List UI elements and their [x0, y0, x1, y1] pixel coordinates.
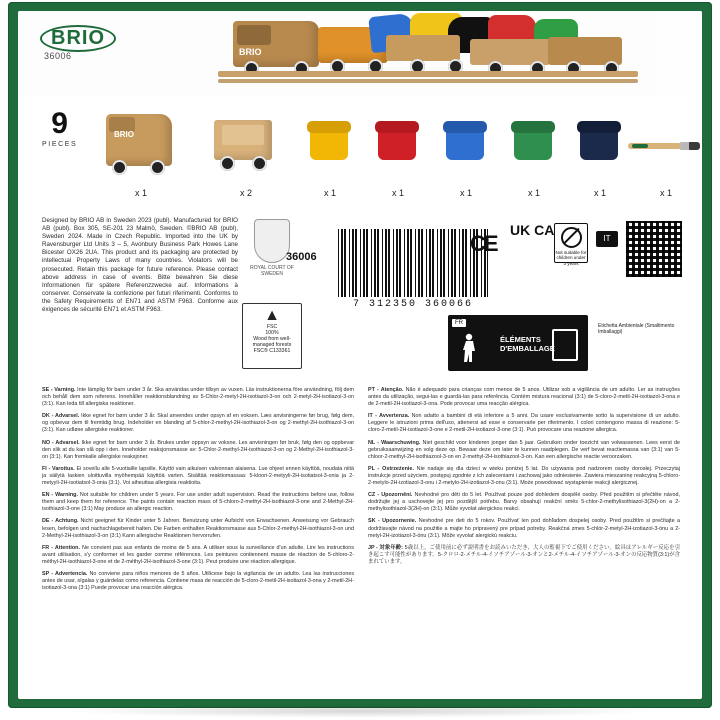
warning-item: [368, 492, 680, 513]
fr-tag: FR: [452, 319, 466, 327]
warning-text: Niet geschikt voor kinderen jonger dan 5 jaar. Gebruiken onder toezicht van volwassenen. Lees eerst de gebruiksaanwijzing en volg deze op. Bewaar deze om later te kunnen raadplegen. De verf bevat reactiemassa van (3:1) van 5-chloor-2-methyl-2H-isothiazool-3-on en 2-methyl-2H-isothiazool-3-on. Kan een allergische reactie veroorzaken.: [368, 439, 681, 460]
pieces-badge: [42, 107, 78, 148]
warning-item: [368, 545, 680, 566]
content-qty: x 1: [593, 188, 606, 198]
warning-text: Nie nadaje się dla dzieci w wieku poniżej 5 lat. Do używania pod nadzorem osoby dorosłej. Przeczytaj instrukcje przed użyciem, postępuj zgodnie z ich zaleceniami i zachowaj jako odniesienie. Zawiera mieszaninę reakcyjną 5-chloro-2-metylo-2H-izotiazol-3-onu i 2-metylo-2H-izotiazol-3-onu (3:1). Może powodować wystąpienie reakcji alergicznej.: [368, 465, 681, 487]
contents-row: [18, 96, 702, 211]
brush-illustration: [628, 140, 700, 152]
warning-text: Inte lämplig för barn under 3 år. Ska användas under tillsyn av vuxen. Läs instruktionerna före användning, följ dem och behåll dem som referens. Innehåller reaktionsblandning av 5-Chlor-2-metyl-2H-isotiazol-3-on och 2-metyl-2H-isotiazol-3-on (3:1). Kan leda till allergiska reaktioner.: [42, 387, 354, 408]
warning-item: [368, 440, 680, 461]
photo-rail-shadow: [218, 79, 638, 83]
paint-pot-lid: [375, 121, 419, 133]
paint-pot-lid: [307, 121, 351, 133]
packaging-label: ÉLÉMENTS D'EMBALLAGE: [500, 335, 555, 353]
paint-pot-lid: [443, 121, 487, 133]
fsc-percent: 100%: [265, 330, 279, 336]
content-item-paint-black: [580, 126, 620, 198]
warning-lang: PT - Atenção.: [368, 387, 404, 393]
box-back-panel: [18, 11, 702, 699]
warning-item: [368, 413, 680, 434]
warning-text: 5歳以上。ご使用前に必ず説明書をお読みいただき、大人の監視下でご使用ください。絵具はアレルギー反応を引き起こす可能性があります。5-クロロ-2-メチル-4-イソチアゾール-3-オンと2-メチル-4-イソチアゾール-3-オンの反応物質(3:1)が含まれています。: [368, 544, 681, 565]
wagon-illustration: [214, 120, 272, 160]
loco-brand-text: BRIO: [239, 47, 262, 57]
paint-pot-illustration: [378, 126, 416, 160]
wheel-icon: [252, 156, 267, 171]
paint-pot-illustration: [514, 126, 552, 160]
ukca-mark: UK CA: [510, 222, 555, 238]
paint-pot-lid: [511, 121, 555, 133]
warning-text: Ei sovellu alle 5-vuotiaille lapsille. Käyttö vain aikuisen valvonnan alaisena. Lue ohjeet ennen käyttöä, noudata niitä ja säilytä laskien uloittuvilla myöhempää käyttöä varten. Sisältää reaktiomassaa: 5-kloori-2-metyyli-2H-isotiatsol-3-onia ja 2-metyyli-2H-isotiatsol-3-onia (3:1). Voi aiheuttaa allergisia reaktioita.: [42, 465, 354, 487]
brush-brand-band: [632, 144, 648, 148]
content-item-paint-green: [514, 126, 554, 198]
qr-code: [624, 219, 684, 279]
warning-text: Ikke egnet for børn under 3 år. Skal anvendes under opsyn af en voksen. Læs anvisningerne før brug, følg dem, og opbevar dem til fremtidig brug. Indeholder en blanding af 5-chlor-2-methyl-2H-isothiazol-3-on og 2-methyl-2H-isothiazol-3-on (3:1). Kan udløse allergiske reaktioner.: [42, 413, 354, 434]
warnings-right-column: [368, 387, 680, 597]
content-qty: x 1: [459, 188, 472, 198]
warning-lang: JP - 対象年齢:: [368, 544, 404, 551]
barcode-number: 7 312350 360066: [352, 299, 473, 310]
warning-item: [42, 492, 354, 513]
product-photo-band: [18, 11, 702, 96]
warning-lang: SK - Upozornenie.: [368, 518, 417, 525]
warning-text: Ne convient pas aux enfants de moins de 5 ans. A utiliser sous la surveillance d'un adulte. Lire les instructions avant utilisation, s'y conformer et les garder comme références. Les peintures contiennent masse de réaction de 5-chloro-2-méthyl-2H-isothiazol-3-one et de 2-méthyl-2H-isothiazol-3-one (3:1). Peut produire une réaction allergique.: [42, 544, 354, 565]
it-badge: IT: [596, 231, 618, 247]
article-number: 36006: [286, 251, 317, 263]
wheel-icon: [220, 156, 235, 171]
warning-item: [42, 413, 354, 434]
drop-shadow: [60, 704, 660, 718]
age-warning-text: Not suitable for children under 3 years: [555, 250, 587, 266]
content-qty: x 1: [659, 188, 672, 198]
warning-lang: DE - Achtung.: [42, 518, 79, 525]
eco-label-note: Etichetta Ambientale (Smaltimento Imballaggi): [598, 323, 675, 335]
content-qty: x 2: [239, 188, 252, 198]
content-item-paint-red: [378, 126, 418, 198]
wheel-icon: [150, 160, 165, 175]
warning-lang: FR - Attention.: [42, 544, 80, 551]
brio-logo: [40, 25, 116, 52]
warning-text: Não é adequado para crianças com menos de 5 anos. Utilizar sob a vigilância de um adulto. Ler as instruções antes da utilização, segui-las e guardá-las para referência. Contém mistura reacional (3:1) de 5-cloro-2-metil-2H-isotiazol-3-ona e de 2-metil-2H-isotiazol-3-ona. Pode provocar uma reacção alérgica.: [368, 387, 680, 408]
paint-pot-illustration: [446, 126, 484, 160]
warning-item: [42, 466, 354, 487]
age-warning-icon: [554, 223, 588, 266]
content-qty: x 1: [134, 188, 147, 198]
barcode: [338, 229, 488, 310]
warning-lang: SE - Varning.: [42, 387, 76, 393]
brush-tip: [689, 142, 700, 150]
warning-text: Non adatto a bambini di età inferiore a 5 anni. Da usare esclusivamente sotto la supervisione di un adulto. Leggere le istruzioni prima dell'uso, attenersi ad esse e conservarle per riferimento. I colori contengono massa di reazione: 5-cloro-2-metil-2H-isotiazol-3-one e 2-metil-2H-isotiazol-3-one (3:1). Può provocare una reazione allergica.: [368, 413, 680, 434]
crest-caption: ROYAL COURT OF SWEDEN: [250, 265, 294, 277]
warning-lang: CZ - Upozornění.: [368, 492, 413, 499]
warning-text: No conviene para niños menores de 5 años. Utilícese bajo la vigilancia de un adulto. Lea las instrucciones antes de usar, sígalas y guárdelas como referencia. Contiene masa de reacción de 5-cloro-2-metil-2H-isotiazol-3-ona y 2-metil-2H-isotiazol-3-ona (3:1) Puede provocar una reacción alérgica.: [42, 570, 355, 592]
legal-block: [18, 211, 702, 381]
photo-locomotive: [233, 21, 319, 67]
paint-pot-illustration: [310, 126, 348, 160]
fsc-logo: [242, 303, 302, 369]
photo-fade: [642, 11, 702, 96]
fsc-tree-icon: ▲: [264, 307, 280, 324]
ce-mark: CE: [470, 231, 497, 256]
article-number-top: 36006: [44, 51, 72, 61]
engine-illustration: [106, 114, 172, 166]
fsc-text: Wood from well-managed forests: [252, 336, 292, 348]
barcode-bars: [338, 229, 488, 297]
legal-paragraph: Designed by BRIO AB in Sweden 2023 (publ). Manufactured for BRIO AB (publ). Box 305, SE-201 23 Malmö, Sweden. ©BRIO AB (publ), Sweden 2024. Made in Czech Republic. Imported into the UK by Ravensburger Ltd Units 3 – 5, Avonbury Business Park Howes Lane Bicester OX26 2UA. This product and its packaging are protected by intellectual Property Laws of many countries. Violators will be prosecuted. Retain this package for future reference. Please contact above address in case of events. Bitte bewahren Sie diese Informationen für spätere Referenzzwecke auf. Informations à conserver. Conservate la confezione per futuri riferimenti. Conforms to the Safety Requirements of EN71 and ASTM F963. Conforme aux éxigences de sécurité EN71 et ASTM F963.: [42, 217, 238, 314]
warning-item: [42, 518, 354, 539]
wagon-top: [222, 125, 264, 145]
fsc-mark: FSC: [266, 324, 278, 330]
wheel-icon: [112, 160, 127, 175]
crest-shield: [254, 219, 290, 263]
content-qty: x 1: [527, 188, 540, 198]
warning-text: Not suitable for children under 5 years. For use under adult supervision. Read the instructions before use, follow them and keep them for reference. The paints contain reaction mass of 5-chloro-2-methyl-2H-isothiazol-3-one and 2-Methyl-2H-isothiazol-3-one (3:1) May produce an allergic reaction.: [42, 492, 355, 513]
loco-cab: [237, 25, 271, 45]
content-item-wagon: [214, 120, 278, 198]
warning-lang: SP - Advertencia.: [42, 570, 88, 577]
content-qty: x 1: [323, 188, 336, 198]
fsc-code: FSC® C133361: [253, 348, 291, 354]
warning-lang: PL - Ostrzeżenie.: [368, 465, 414, 472]
content-item-paint-blue: [446, 126, 486, 198]
warnings-left-column: [42, 387, 354, 597]
paint-pot-lid: [577, 121, 621, 133]
engine-brand-text: BRIO: [114, 130, 134, 139]
content-item-paint-yellow: [310, 126, 350, 198]
warning-item: [368, 387, 680, 408]
pieces-label: PIECES: [42, 141, 78, 148]
warning-text: Ikke egnet for barn under 3 år. Brukes under oppsyn av voksne. Les anvisningen før bruk, følg den og oppbevar den slik at du kan slå opp i den. Inneholder reaksjonsmasse av: 5-Chlor-2-methyl-2H-isothiazol-3-on og 2-Methyl-2H-isothiazol-3-on (3:1). Kan fremkalle allergiske reaksjoner.: [42, 439, 355, 460]
multilingual-warnings: [18, 383, 702, 699]
warning-text: Nevhodné pro děti do 5 let. Používat pouze pod dohledem dospělé osoby. Před použitím si přečtěte návod, dodržujte jej a uschovejte jej pro pozdější potřebu. Barvy obsahují reakční směs 5-chlor-2-methylisothiazol-3(2H)-on a 2-methylisothiazol-3(2H)-on (3:1). Může vyvolat alergickou reakci.: [368, 492, 680, 513]
content-qty: x 1: [391, 188, 404, 198]
warning-lang: DK - Advarsel.: [42, 413, 80, 420]
warning-lang: FI - Varoitus.: [42, 465, 75, 472]
pieces-count: 9: [51, 107, 68, 140]
warning-text: Nicht geeignet für Kinder unter 5 Jahren. Benutzung unter Aufsicht von Erwachsenen. Anweisung vor Gebrauch lesen, befolgen und nachschlagebereit halten. Die Farben enthalten Reaktionsmasse aus 5-Chlor-2-methyl-2H-isothiazol-3-on und 2-Methyl-2H-isothiazol-3-on (3:1) Kann allergische Reaktionen hervorrufen.: [42, 518, 355, 539]
warning-item: [42, 440, 354, 461]
product-box: [8, 2, 712, 708]
warning-item: [368, 518, 680, 539]
content-item-brush: [628, 140, 702, 198]
content-item-engine: [106, 114, 176, 198]
warning-item: [42, 545, 354, 566]
warning-item: [42, 571, 354, 592]
warning-lang: EN - Warning.: [42, 492, 78, 499]
warning-text: Nevhodné pre deti do 5 rokov. Používať len pod dohľadom dospelej osoby. Pred použitím si prečítajte a dodržiavajte návod na použitie a majte ho pripravený pre prípad potreby. Reakčná zmes 5-chlór-2-metyl-2H-izotiazol-3-ónu a 2-metyl-2H-izotiazol-3-ónu (3:1). Môže vyvolať alergickú reakciu.: [368, 518, 681, 539]
tidyman-icon: [458, 333, 484, 363]
photo-wagon-1: [386, 35, 460, 61]
warning-item: [42, 387, 354, 408]
warning-lang: NL - Waarschuwing.: [368, 439, 421, 446]
no-entry-icon: [561, 227, 582, 248]
warning-lang: IT - Avvertenza.: [368, 413, 410, 420]
warning-item: [368, 466, 680, 487]
warning-lang: NO - Advarsel.: [42, 439, 80, 446]
brio-logo-text: BRIO: [40, 25, 116, 52]
bin-icon: [552, 329, 578, 361]
packaging-disposal-panel: [448, 315, 588, 371]
photo-rail: [218, 71, 638, 77]
paint-pot-illustration: [580, 126, 618, 160]
